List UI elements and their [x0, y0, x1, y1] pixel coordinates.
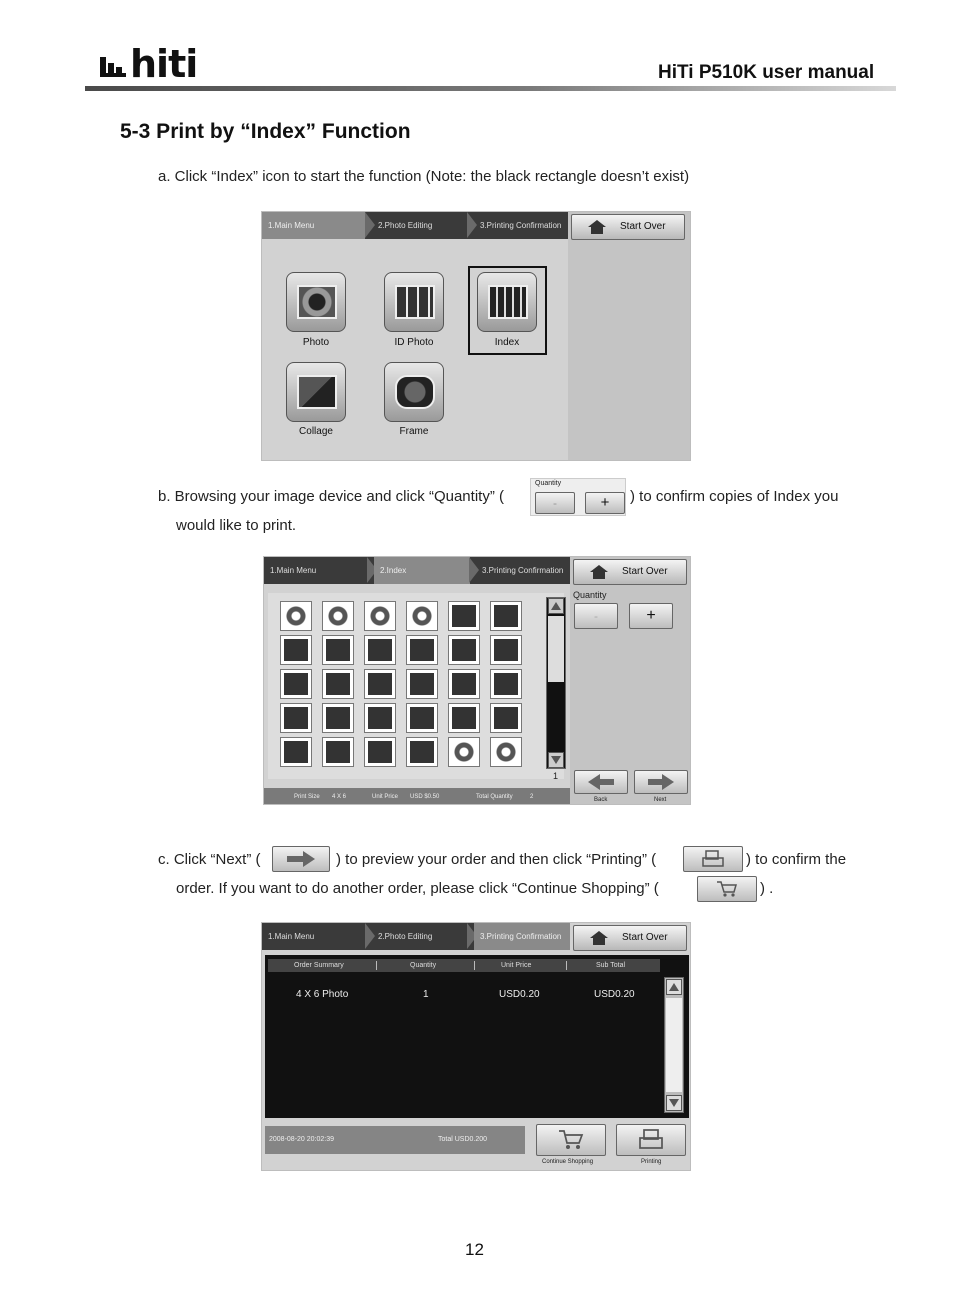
next-label: Next [654, 797, 667, 803]
crumb-main-menu[interactable]: 1.Main Menu [270, 566, 317, 575]
step-b-text-1a: b. Browsing your image device and click “Quantity” ( [158, 488, 504, 505]
crumb-main-menu[interactable]: 1.Main Menu [262, 212, 365, 239]
start-over-button[interactable]: Start Over [571, 214, 685, 240]
collage-icon[interactable] [286, 362, 346, 422]
breadcrumb [264, 557, 570, 584]
quantity-plus-button[interactable]: + [629, 603, 673, 629]
inline-printing-button [683, 846, 743, 872]
thumbnail-grid [268, 593, 564, 779]
back-label: Back [594, 797, 608, 803]
step-b-text-1b: ) to confirm copies of Index you [630, 488, 839, 505]
scroll-down-arrow-icon[interactable] [666, 1095, 682, 1111]
continue-shopping-label: Continue Shopping [542, 1159, 594, 1165]
thumbnail[interactable] [406, 703, 438, 733]
column-header: Quantity [410, 962, 437, 969]
crumb-printing-confirmation[interactable]: 3.Printing Confirmation [480, 221, 562, 230]
crumb-printing-confirmation[interactable]: 3.Printing Confirmation [474, 923, 570, 950]
crumb-index[interactable]: 2.Index [374, 557, 470, 584]
thumbnail[interactable] [448, 669, 480, 699]
home-icon [590, 931, 608, 945]
scroll-up-arrow-icon[interactable] [666, 979, 682, 995]
thumbnail[interactable] [364, 737, 396, 767]
thumbnail[interactable] [490, 703, 522, 733]
cart-icon [715, 879, 739, 899]
start-over-button[interactable]: Start Over [573, 925, 687, 951]
inline-next-button [272, 846, 330, 872]
thumbnail[interactable] [280, 703, 312, 733]
thumbnail[interactable] [406, 601, 438, 631]
home-icon [588, 220, 606, 234]
thumbnail[interactable] [364, 703, 396, 733]
order-timestamp: 2008-08-20 20:02:39 [269, 1136, 334, 1143]
scroll-thumb[interactable] [666, 998, 682, 1092]
screenshot-index [263, 556, 691, 805]
hiti-logo-icon [100, 44, 126, 68]
table-row[interactable]: 4 X 6 Photo 1 USD0.20 USD0.20 [296, 989, 635, 1000]
id-photo-label: ID Photo [394, 337, 434, 348]
photo-icon[interactable] [286, 272, 346, 332]
thumbnail[interactable] [364, 669, 396, 699]
section-title: 5-3 Print by “Index” Function [120, 120, 411, 143]
thumbnail[interactable] [322, 635, 354, 665]
continue-shopping-button[interactable] [536, 1124, 606, 1156]
thumbnail[interactable] [406, 669, 438, 699]
thumbnail[interactable] [322, 703, 354, 733]
cart-icon [557, 1128, 585, 1152]
thumbnail[interactable] [280, 669, 312, 699]
screenshot-printing-confirmation [261, 922, 691, 1171]
order-table [265, 955, 689, 1118]
thumbnail[interactable] [280, 737, 312, 767]
inline-continue-shopping-button [697, 876, 757, 902]
step-c-text-1b: ) to preview your order and then click “Printing” ( [336, 851, 657, 868]
column-header: Order Summary [294, 962, 344, 969]
thumbnail[interactable] [322, 737, 354, 767]
inline-minus-button: - [535, 492, 575, 514]
arrow-right-icon [285, 849, 317, 869]
hiti-logo [100, 42, 197, 86]
screenshot-main-menu [261, 211, 691, 461]
header-rule [85, 86, 896, 91]
index-label: Index [494, 337, 520, 348]
scroll-thumb[interactable] [548, 616, 564, 682]
quantity-minus-button[interactable]: - [574, 603, 618, 629]
photo-label: Photo [302, 337, 330, 348]
index-icon[interactable] [477, 272, 537, 332]
order-table-header [268, 959, 660, 972]
scroll-down-arrow-icon[interactable] [548, 752, 564, 768]
page-indicator: 1 [553, 771, 559, 781]
frame-label: Frame [399, 426, 429, 437]
step-a-text: a. Click “Index” icon to start the function (Note: the black rectangle doesn’t exist) [158, 168, 690, 185]
thumbnail[interactable] [490, 669, 522, 699]
start-over-button[interactable]: Start Over [573, 559, 687, 585]
column-header: Unit Price [501, 962, 532, 969]
page-number: 12 [465, 1240, 484, 1259]
printer-icon [701, 849, 725, 869]
collage-label: Collage [299, 426, 333, 437]
quantity-label: Quantity [573, 590, 607, 600]
thumbnail[interactable] [364, 601, 396, 631]
thumbnail[interactable] [490, 635, 522, 665]
crumb-photo-editing[interactable]: 2.Photo Editing [378, 932, 433, 941]
thumbnail[interactable] [448, 737, 480, 767]
thumbnail[interactable] [322, 601, 354, 631]
frame-icon[interactable] [384, 362, 444, 422]
thumbnail[interactable] [322, 669, 354, 699]
scrollbar[interactable] [546, 597, 566, 769]
thumbnail[interactable] [280, 601, 312, 631]
right-panel [568, 212, 691, 461]
arrow-left-icon [586, 772, 616, 792]
thumbnail[interactable] [364, 635, 396, 665]
thumbnail[interactable] [448, 635, 480, 665]
id-photo-icon[interactable] [384, 272, 444, 332]
thumbnail[interactable] [448, 601, 480, 631]
print-info-bar: Print Size 4 X 6 Unit Price USD $0.50 Total Quantity 2 [264, 788, 570, 805]
order-footer-bar [265, 1126, 525, 1154]
crumb-printing-confirmation[interactable]: 3.Printing Confirmation [482, 566, 564, 575]
thumbnail[interactable] [406, 635, 438, 665]
inline-quantity-control: Quantity - + [530, 478, 626, 516]
inline-plus-button: + [585, 492, 625, 514]
thumbnail[interactable] [280, 635, 312, 665]
thumbnail[interactable] [448, 703, 480, 733]
step-c-text-1c: ) to confirm the [746, 851, 847, 868]
step-c-text-1a: c. Click “Next” ( [158, 851, 261, 868]
printer-icon [637, 1128, 665, 1152]
step-c-text-2a: order. If you want to do another order, please click “Continue Shopping” ( [176, 880, 659, 897]
breadcrumb [262, 923, 570, 950]
manual-title: HiTi P510K user manual [658, 62, 875, 83]
next-button[interactable] [634, 770, 688, 794]
printing-button[interactable] [616, 1124, 686, 1156]
printing-label: Printing [641, 1159, 662, 1165]
step-c-text-2b: ) . [760, 880, 774, 897]
logo-text: hiti [130, 42, 198, 86]
arrow-right-icon [646, 772, 676, 792]
crumb-photo-editing[interactable]: 2.Photo Editing [378, 221, 433, 230]
step-b-text-2: would like to print. [176, 517, 297, 534]
thumbnail[interactable] [490, 737, 522, 767]
order-total: Total USD0.200 [438, 1136, 488, 1143]
thumbnail[interactable] [406, 737, 438, 767]
scroll-up-arrow-icon[interactable] [548, 598, 564, 614]
crumb-main-menu[interactable]: 1.Main Menu [268, 932, 315, 941]
column-header: Sub Total [596, 962, 626, 969]
thumbnail[interactable] [490, 601, 522, 631]
home-icon [590, 565, 608, 579]
breadcrumb [262, 212, 568, 239]
scrollbar[interactable] [664, 977, 684, 1113]
back-button[interactable] [574, 770, 628, 794]
